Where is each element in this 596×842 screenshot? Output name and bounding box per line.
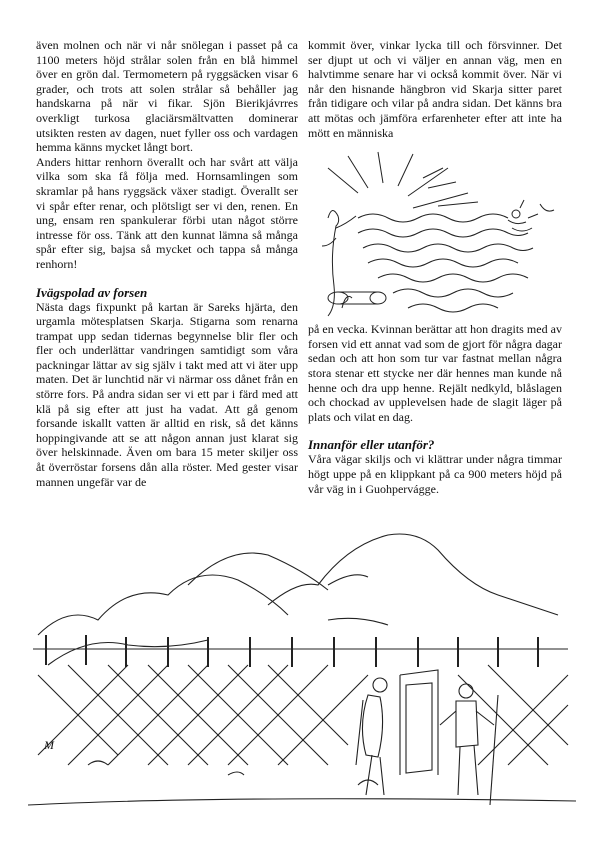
paragraph: Nästa dags fixpunkt på kartan är Sareks hjärta, den urgamla mötesplatsen Skarja. Stigarna som renarna trampat upp sedan tidernas begynnelse blir fler och fler och underlättar vandringen samtidigt som våra packningar lättar av sig själv i takt med att vi äter upp maten. Det är lunchtid när vi närmar oss dånet från en större fors. På andra sidan ser vi ett par i färd med att klä på sig efter att just ha vadat. Att gå genom forsande iskallt vatten är alltid en risk, så det känns hoppingivande att se att någon annan just klarat sig över helskinnade. Även om bara 15 meter skiljer oss åt överröstar forsens dån alla röster. Med gester visar mannen ungefär var de — [36, 299, 298, 489]
paragraph: även molnen och när vi når snölegan i passet på ca 1100 meters höjd strålar solen från en blå himmel över en grön dal. Termometern på ryggsäcken visar 6 grader, och trots att solen strålar så behåller jag handskarna på när vi fikar. Sjön Bierikjávrres overkligt turkosa glaciärsmältvatten dominerar utsikten resten av dagen, nuet fyller oss och vardagen hemma känns mycket långt bort. — [36, 38, 298, 155]
paragraph: kommit över, vinkar lycka till och försvinner. Det ser djupt ut och vi väljer en annan väg, men en halvtimme senare har vi också kommit över. När vi når den hisnande hängbron vid Skarja sitter paret från tidigare och vilar på andra sidan. Det känns bra att mötas och jämföra erfarenheter efter att inte ha mött en människa — [308, 38, 562, 140]
river-sketch-illustration — [308, 148, 570, 324]
paragraph: Anders hittar renhorn överallt och har svårt att välja vilka som ska få följa med. Hornsamlingen som skramlar på hans ryggsäck växer stadigt. Överallt ser vi spår efter renar, och plötsligt ser vi den, renen. En ung, ensam ren spankulerar förbi utan något större intresse för oss. Tänk att den kunnat lämna så många spår efter sig, bajsa så mycket och tappa så många renhorn! — [36, 154, 298, 271]
left-column — [36, 38, 298, 489]
paragraph: Våra vägar skiljs och vi klättrar under några timmar högt uppe på en klippkant på ca 900 meters höjd på vår väg in i Guohpervágge. — [308, 452, 562, 496]
artist-signature: M — [44, 738, 54, 752]
mountain-fence-illustration — [28, 525, 576, 825]
section-heading: Innanför eller utanför? — [308, 437, 435, 453]
section-heading: Ivägspolad av forsen — [36, 284, 148, 300]
paragraph: på en vecka. Kvinnan berättar att hon dragits med av forsen vid ett annat vad som de gjort för några dagar sedan och att hon som tur var fastnat mellan några stora stenar ett stycke ner där hennes man kunde nå henne och dra upp henne. Rejält nedkyld, blåslagen och chockad av upplevelsen hade de slagit läger på plats och vilat en dag. — [308, 322, 562, 424]
